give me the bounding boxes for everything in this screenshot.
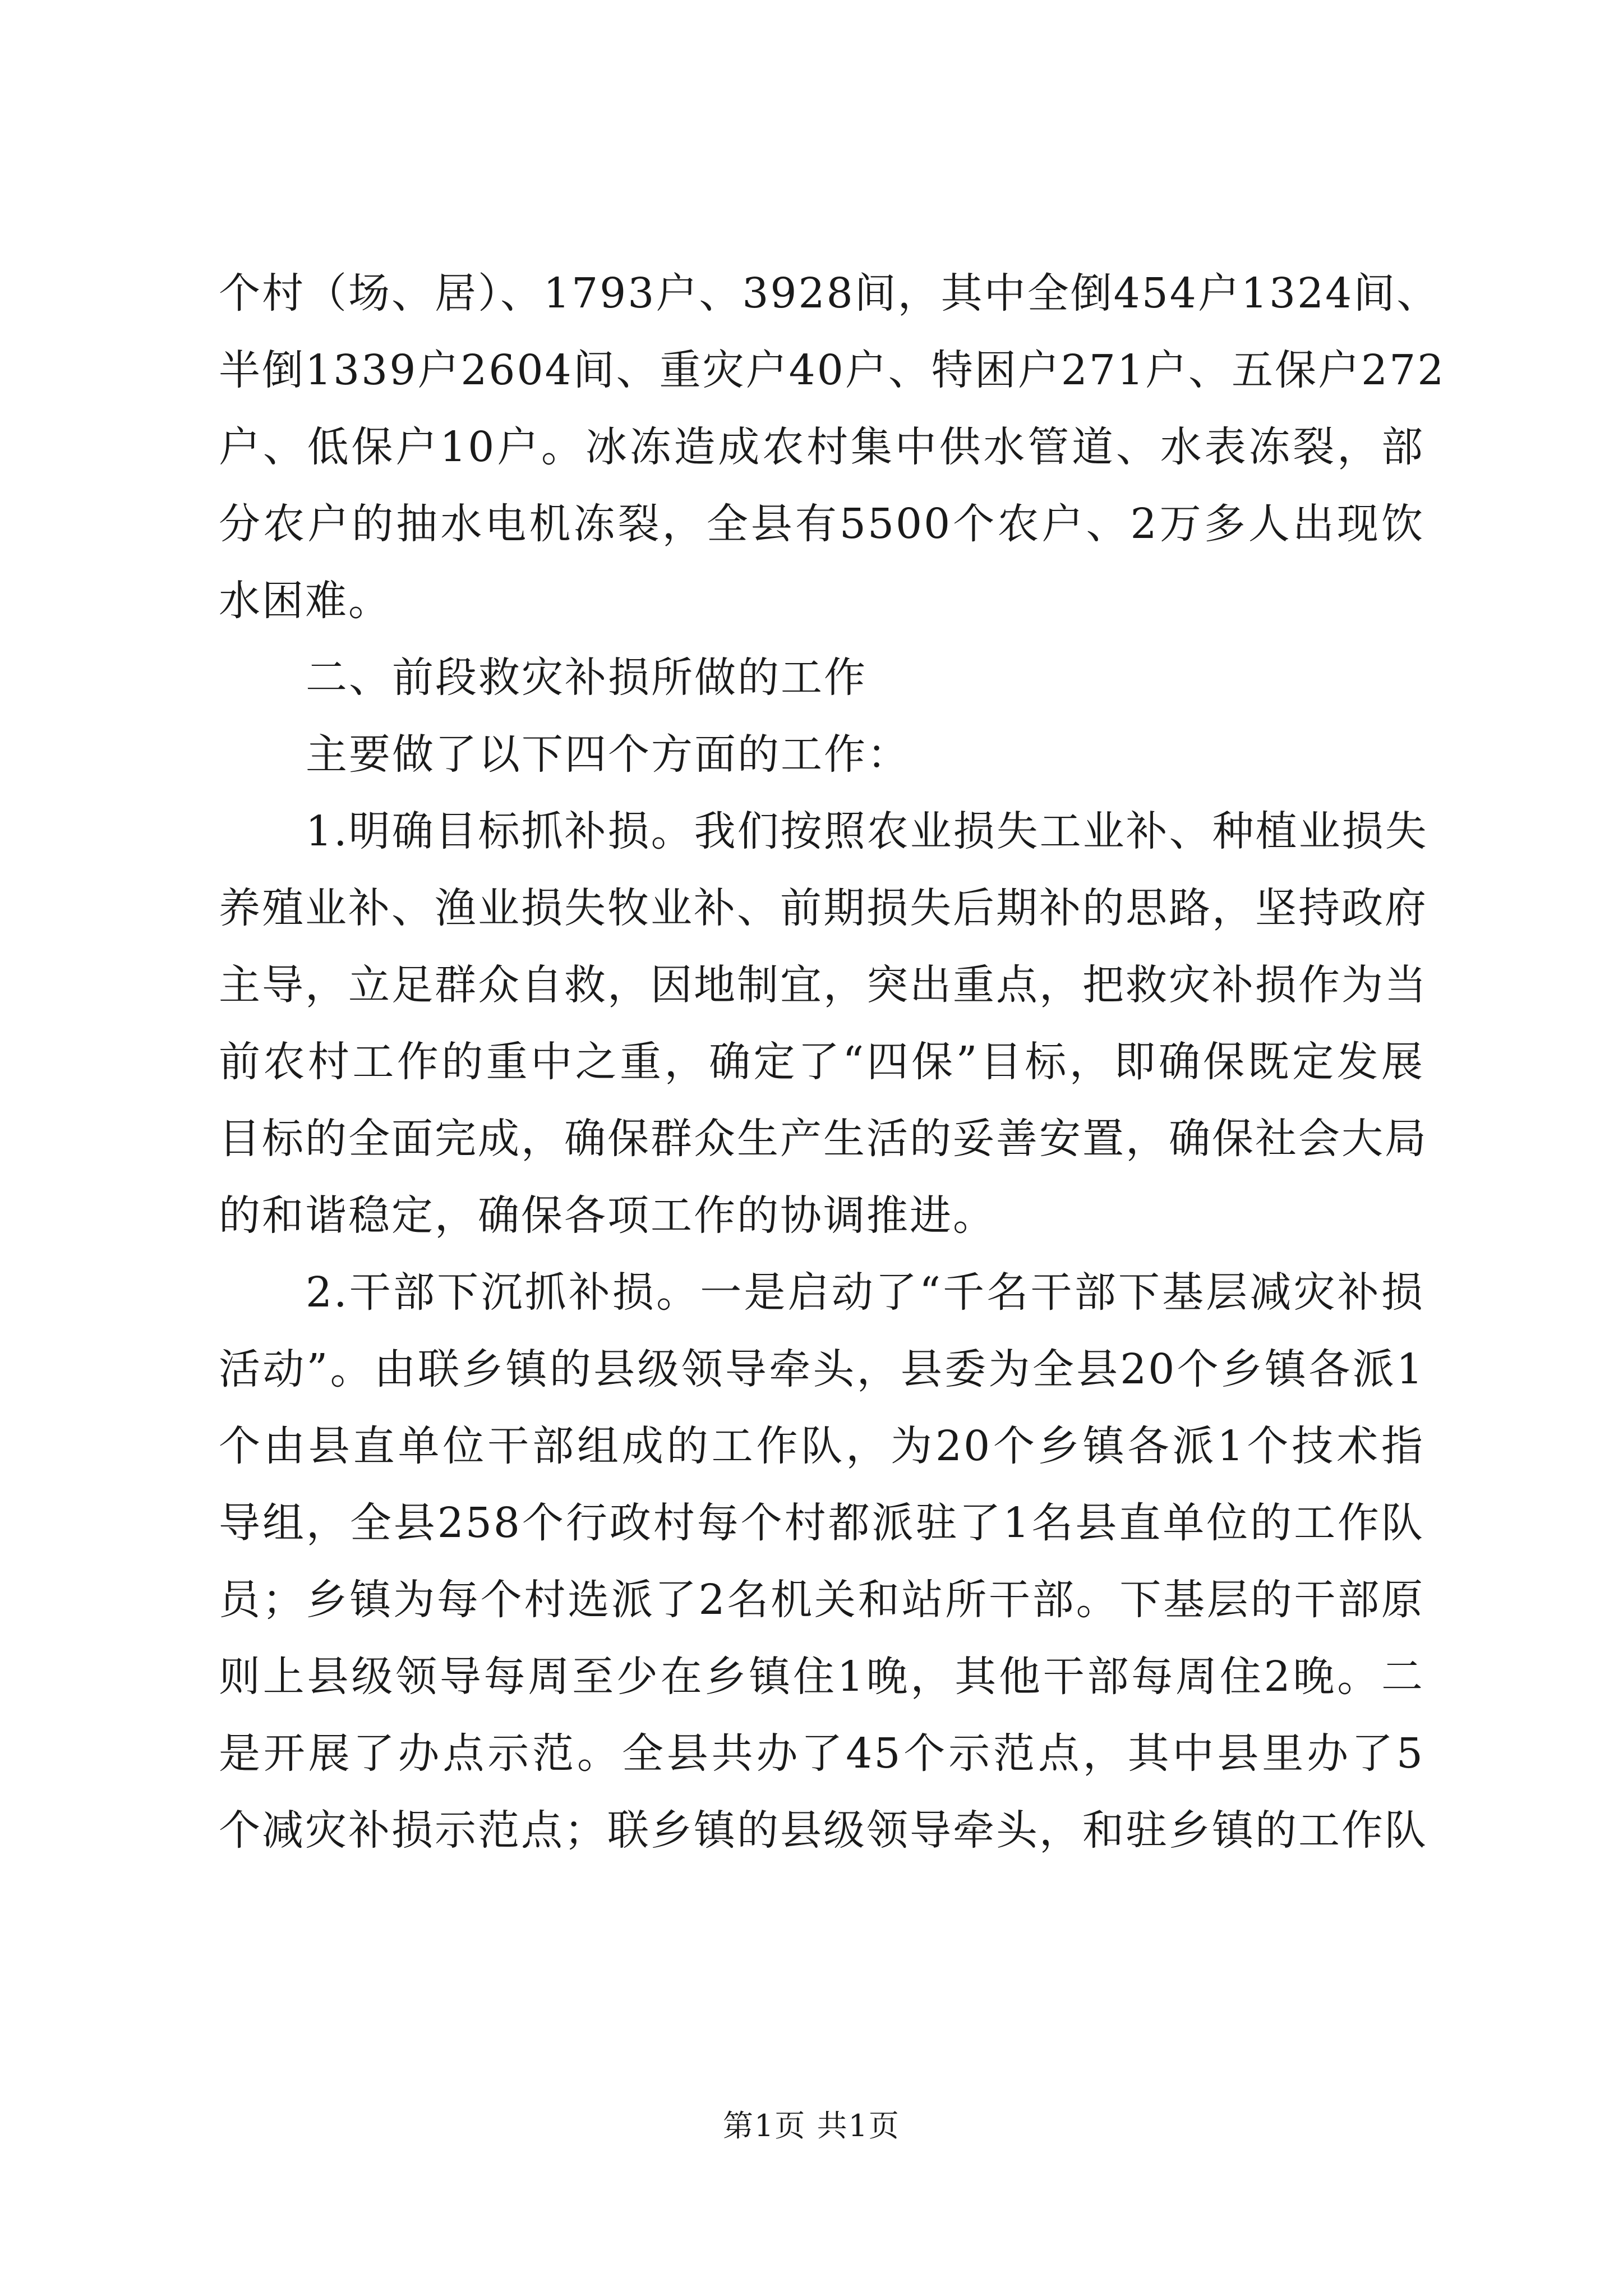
body-text-line: 个由县直单位干部组成的工作队，为20个乡镇各派1个技术指 [219,1422,1424,1470]
body-text-line: 1.明确目标抓补损。我们按照农业损失工业补、种植业损失 [306,807,1428,855]
body-text-line: 员；乡镇为每个村选派了2名机关和站所干部。下基层的干部原 [219,1576,1424,1624]
body-text-line: 分农户的抽水电机冻裂，全县有5500个农户、2万多人出现饮 [219,500,1424,548]
body-text-line: 水困难。 [219,577,391,625]
body-text-line: 前农村工作的重中之重，确定了“四保”目标，即确保既定发展 [219,1038,1424,1086]
body-text-line: 户、低保户10户。冰冻造成农村集中供水管道、水表冻裂，部 [219,423,1424,471]
body-text-line: 半倒1339户2604间、重灾户40户、特困户271户、五保户272 [219,346,1446,394]
body-text-line: 2.干部下沉抓补损。一是启动了“千名干部下基层减灾补损 [306,1268,1424,1317]
body-text-line: 的和谐稳定，确保各项工作的协调推进。 [219,1191,996,1240]
body-text-line: 则上县级领导每周至少在乡镇住1晚，其他干部每周住2晚。二 [219,1653,1424,1701]
page-footer: 第1页 共1页 [723,2108,900,2143]
body-text-line: 活动”。由联乡镇的县级领导牵头，县委为全县20个乡镇各派1 [219,1345,1424,1393]
body-text-line: 个村（场、居）、1793户、3928间，其中全倒454户1324间、 [219,269,1440,318]
document-body [219,255,1446,1869]
body-text-line: 个减灾补损示范点；联乡镇的县级领导牵头，和驻乡镇的工作队 [219,1806,1428,1855]
body-text-line: 二、前段救灾补损所做的工作 [306,654,867,702]
body-text-line: 目标的全面完成，确保群众生产生活的妥善安置，确保社会大局 [219,1115,1428,1163]
body-text-line: 导组，全县258个行政村每个村都派驻了1名县直单位的工作队 [219,1499,1424,1547]
body-text-line: 是开展了办点示范。全县共办了45个示范点，其中县里办了5 [219,1729,1424,1778]
body-text-line: 养殖业补、渔业损失牧业补、前期损失后期补的思路，坚持政府 [219,884,1428,932]
body-text-line: 主要做了以下四个方面的工作： [306,730,910,779]
body-text-line: 主导，立足群众自救，因地制宜，突出重点，把救灾补损作为当 [219,961,1428,1009]
